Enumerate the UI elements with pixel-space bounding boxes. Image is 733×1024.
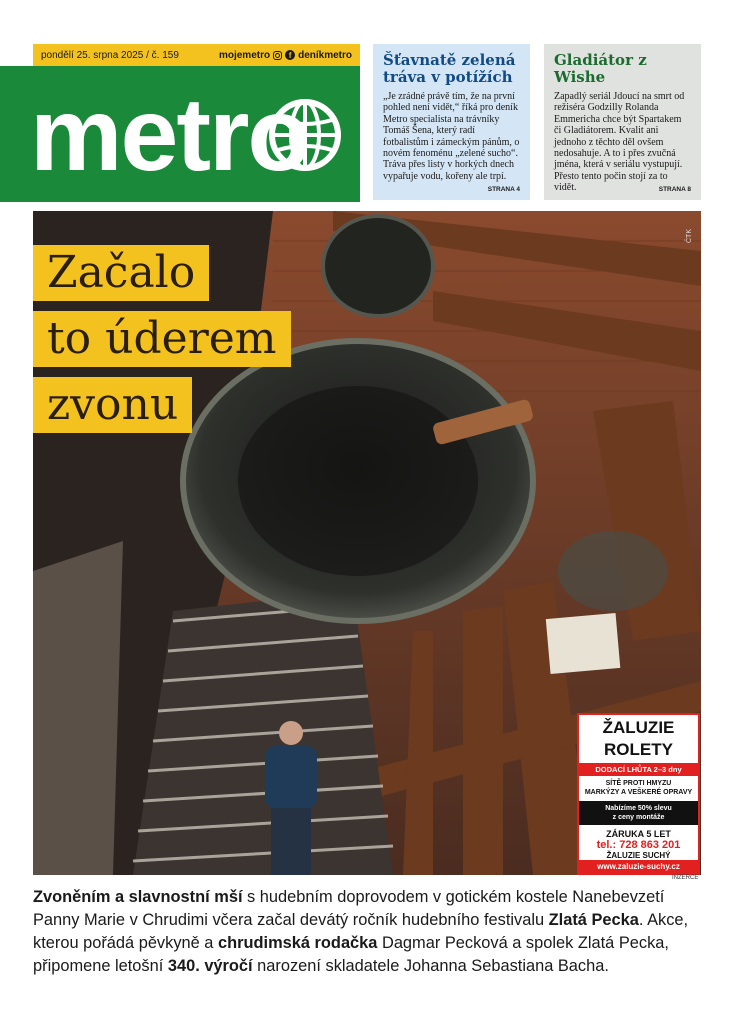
teaser-title[interactable]: Gladiátor z Wishe bbox=[554, 51, 647, 86]
social-links[interactable] bbox=[219, 50, 352, 61]
teaser-page[interactable]: STRANA 4 bbox=[487, 186, 520, 194]
headline-line-3: zvonu bbox=[33, 377, 192, 433]
advertisement[interactable] bbox=[577, 713, 700, 875]
teaser-gladiator[interactable] bbox=[544, 44, 701, 200]
instagram-icon[interactable] bbox=[273, 51, 282, 60]
ad-delivery: DODACÍ LHŮTA 2–3 dny bbox=[579, 763, 698, 776]
ad-line-2: MARKÝZY A VEŠKERÉ OPRAVY bbox=[584, 789, 693, 796]
teaser-text: „Je zrádné právě tím, že na první pohled není vidět,“ říká pro deník Metro specialista na trávníky Tomáš Šena, který radí fotbalistům i zámeckým pánům, o novém fenoménu „zelené sucho“. Tráva přes listy v horkých dnech vypařuje vodu, kořeny ale trpí. STRANA 4 bbox=[383, 91, 520, 182]
ad-company: ŽALUZIE SUCHÝ bbox=[606, 851, 671, 860]
lead-bold: 340. výročí bbox=[167, 957, 253, 975]
social-handle-mojemetro[interactable]: mojemetro bbox=[218, 49, 271, 61]
lead-bold: Zvoněním a slavnostní mší bbox=[33, 888, 243, 906]
teaser-grass[interactable] bbox=[373, 44, 530, 200]
logo bbox=[0, 66, 360, 202]
teaser-page[interactable]: STRANA 8 bbox=[658, 186, 691, 194]
teaser-title[interactable]: Šťavnatě zelená tráva v potížích bbox=[383, 51, 516, 86]
headline-line-2: to úderem bbox=[33, 311, 291, 367]
ad-website-link[interactable]: www.zaluzie-suchy.cz bbox=[579, 860, 698, 873]
headline-line-1: Začalo bbox=[33, 245, 209, 301]
ad-phone[interactable]: tel.: 728 863 201 bbox=[596, 839, 681, 851]
photo-credit: ČTK bbox=[686, 229, 693, 243]
ad-line-1: SÍTĚ PROTI HMYZU bbox=[605, 780, 672, 787]
ad-title-2[interactable]: ROLETY bbox=[604, 740, 673, 759]
masthead bbox=[0, 44, 360, 202]
teaser-text: Zapadlý seriál Jdoucí na smrt od režiséra Godzilly Rolanda Emmericha chce být Spartakem či Gladiátorem. Kvalit ani jednoho z těchto děl ovšem nedosahuje. A to i přes zvučná jména, která v seriálu vystupují. Přesto tento počin stojí za to vidět. STRANA 8 bbox=[554, 91, 691, 194]
social-handle-denikmetro[interactable]: deníkmetro bbox=[298, 49, 352, 61]
issue-date: pondělí 25. srpna 2025 / č. 159 bbox=[41, 49, 179, 61]
logo-wordmark: metro bbox=[30, 77, 309, 193]
lead-paragraph: Zvoněním a slavnostní mší s hudebním doprovodem v gotickém kostele Nanebevzetí Panny Marie v Chrudimi včera začal devátý ročník hudebního festivalu Zlatá Pecka. Akce, kterou pořádá pěvkyně a chrudimská rodačka Dagmar Pecková a spolek Zlatá Pecka, připomene letošní 340. výročí narození skladatele Johanna Sebastiana Bacha. bbox=[33, 888, 689, 975]
globe-icon bbox=[268, 98, 342, 172]
lead-bold: chrudimská rodačka bbox=[217, 934, 378, 952]
ad-guarantee: ZÁRUKA 5 LET bbox=[606, 829, 671, 839]
ad-label: INZERCE bbox=[672, 875, 699, 881]
dateline bbox=[33, 44, 360, 66]
ad-title-1[interactable]: ŽALUZIE bbox=[602, 718, 675, 737]
ad-discount: Nabízíme 50% slevu z ceny montáže bbox=[579, 801, 698, 825]
facebook-icon[interactable]: f bbox=[285, 50, 295, 60]
lead-bold: Zlatá Pecka bbox=[548, 911, 639, 929]
